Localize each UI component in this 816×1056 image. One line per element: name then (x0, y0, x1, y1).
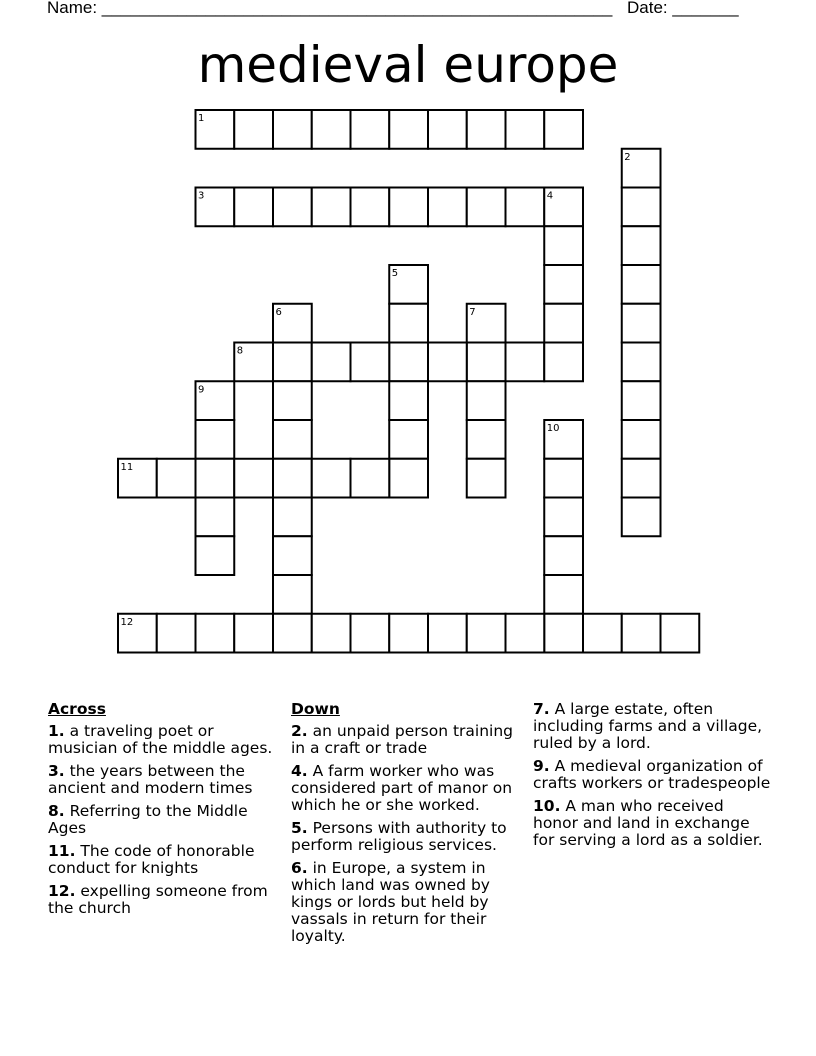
grid-cell[interactable] (196, 459, 235, 498)
clue-down-9 (533, 758, 773, 792)
grid-cell[interactable] (622, 343, 661, 382)
clue-number: 11. (48, 842, 76, 860)
grid-cell[interactable] (544, 343, 583, 382)
clue-text: A man who received honor and land in exchange for serving a lord as a soldier. (533, 797, 763, 849)
grid-cell[interactable] (622, 381, 661, 420)
clue-number: 9. (533, 757, 550, 775)
grid-cell[interactable] (389, 381, 428, 420)
grid-cell[interactable] (196, 614, 235, 653)
clue-down-4 (291, 763, 523, 814)
grid-cell[interactable] (389, 420, 428, 459)
grid-cell[interactable] (467, 614, 506, 653)
grid-cell[interactable] (544, 459, 583, 498)
clues-across (48, 701, 280, 923)
clue-text: A medieval organization of crafts workers or tradespeople (533, 757, 771, 792)
grid-cell[interactable] (196, 498, 235, 537)
grid-cell[interactable] (234, 459, 273, 498)
grid-cell[interactable] (544, 226, 583, 265)
cell-number: 11 (120, 461, 134, 473)
clue-number: 4. (291, 762, 308, 780)
clue-number: 2. (291, 722, 308, 740)
clue-number: 12. (48, 882, 76, 900)
cell-number: 8 (236, 345, 244, 357)
grid-cell[interactable] (389, 343, 428, 382)
grid-cell[interactable] (622, 614, 661, 653)
grid-cell[interactable] (273, 343, 312, 382)
cell-number: 6 (275, 306, 282, 318)
grid-cell[interactable] (312, 614, 351, 653)
grid-cell[interactable] (312, 343, 351, 382)
clue-down-2 (291, 723, 523, 757)
grid-cell[interactable] (506, 343, 545, 382)
grid-cell[interactable] (544, 304, 583, 343)
grid-cell[interactable] (467, 459, 506, 498)
grid-cell[interactable] (622, 420, 661, 459)
grid-cell[interactable] (506, 110, 545, 149)
cell-number: 10 (546, 423, 560, 434)
grid-cell[interactable] (273, 188, 312, 227)
grid-cell[interactable] (622, 304, 661, 343)
grid-cell[interactable] (467, 188, 506, 227)
grid-cell[interactable] (234, 614, 273, 653)
grid-cell[interactable] (234, 110, 273, 149)
clue-number: 6. (291, 859, 308, 877)
grid-cell[interactable] (622, 188, 661, 227)
clue-across-12 (48, 883, 280, 917)
clue-number: 3. (48, 762, 65, 780)
grid-cell[interactable] (273, 498, 312, 537)
date-field[interactable]: Date: _______ (627, 0, 739, 17)
cell-number: 7 (469, 306, 476, 318)
clues-down (291, 701, 523, 951)
grid-cell[interactable] (351, 110, 390, 149)
grid-cell[interactable] (273, 381, 312, 420)
clue-text: Persons with authority to perform religious services. (291, 819, 507, 854)
clue-text: the years between the ancient and modern times (48, 762, 253, 797)
grid-cell[interactable] (467, 343, 506, 382)
clue-down-7 (533, 701, 773, 752)
grid-cell[interactable] (544, 265, 583, 304)
grid-cell[interactable] (389, 110, 428, 149)
grid-cell[interactable] (428, 614, 467, 653)
grid-cell[interactable] (312, 110, 351, 149)
grid-cell[interactable] (506, 188, 545, 227)
grid-cell[interactable] (351, 343, 390, 382)
grid-cell[interactable] (428, 188, 467, 227)
grid-cell[interactable] (312, 188, 351, 227)
clue-number: 5. (291, 819, 308, 837)
grid-cell[interactable] (389, 614, 428, 653)
clue-down-6 (291, 860, 523, 945)
grid-cell[interactable] (467, 381, 506, 420)
clue-across-11 (48, 843, 280, 877)
grid-cell[interactable] (622, 226, 661, 265)
clue-text: The code of honorable conduct for knights (48, 842, 255, 877)
grid-cell[interactable] (467, 420, 506, 459)
clue-text: A large estate, often including farms and a village, ruled by a lord. (533, 700, 763, 752)
clue-number: 8. (48, 802, 65, 820)
grid-cell[interactable] (583, 614, 622, 653)
grid-cell[interactable] (234, 188, 273, 227)
grid-cell[interactable] (157, 459, 196, 498)
cell-number: 9 (198, 384, 205, 396)
clue-across-3 (48, 763, 280, 797)
grid-cell[interactable] (467, 110, 506, 149)
clue-number: 7. (533, 700, 550, 718)
grid-cell[interactable] (544, 110, 583, 149)
cell-number: 2 (624, 151, 631, 163)
across-heading: Across (48, 700, 106, 718)
cell-number: 12 (120, 616, 134, 628)
grid-cell[interactable] (196, 536, 235, 575)
puzzle-title: medieval europe (197, 36, 619, 94)
grid-cell[interactable] (389, 188, 428, 227)
grid-cell[interactable] (661, 614, 700, 653)
grid-cell[interactable] (312, 459, 351, 498)
grid-cell[interactable] (273, 459, 312, 498)
grid-cell[interactable] (273, 110, 312, 149)
grid-cell[interactable] (273, 536, 312, 575)
grid-cell[interactable] (428, 110, 467, 149)
grid-cell[interactable] (351, 188, 390, 227)
grid-cell[interactable] (157, 614, 196, 653)
grid-cell[interactable] (273, 575, 312, 614)
cell-number: 5 (391, 268, 399, 279)
clue-text: a traveling poet or musician of the middle ages. (48, 722, 273, 757)
clue-number: 10. (533, 797, 561, 815)
grid-cell[interactable] (389, 459, 428, 498)
grid-cell[interactable] (351, 459, 390, 498)
clue-number: 1. (48, 722, 65, 740)
clue-down-5 (291, 820, 523, 854)
name-field[interactable]: Name: ______________________________________________________ (47, 0, 613, 17)
cell-number: 4 (546, 190, 554, 202)
clue-text: Referring to the Middle Ages (48, 802, 248, 837)
cell-number: 1 (198, 113, 205, 124)
grid-cell[interactable] (389, 304, 428, 343)
grid-cell[interactable] (273, 614, 312, 653)
grid-cell[interactable] (196, 420, 235, 459)
grid-cell[interactable] (544, 614, 583, 653)
grid-cell[interactable] (273, 420, 312, 459)
grid-cell[interactable] (622, 498, 661, 537)
grid-cell[interactable] (506, 614, 545, 653)
clues-down-continued (533, 701, 773, 855)
down-heading: Down (291, 700, 340, 718)
grid-cell[interactable] (622, 265, 661, 304)
clue-text: an unpaid person training in a craft or trade (291, 722, 514, 757)
grid-cell[interactable] (544, 498, 583, 537)
clue-text: A farm worker who was considered part of manor on which he or she worked. (291, 762, 513, 814)
clue-across-1 (48, 723, 280, 757)
clue-across-8 (48, 803, 280, 837)
clue-down-10 (533, 798, 773, 849)
grid-cell[interactable] (544, 536, 583, 575)
grid-cell[interactable] (428, 343, 467, 382)
clue-text: expelling someone from the church (48, 882, 268, 917)
cell-number: 3 (198, 190, 205, 202)
grid-cell[interactable] (351, 614, 390, 653)
grid-cell[interactable] (622, 459, 661, 498)
grid-cell[interactable] (544, 575, 583, 614)
clue-text: in Europe, a system in which land was owned by kings or lords but held by vassals in return for their loyalty. (291, 859, 490, 945)
